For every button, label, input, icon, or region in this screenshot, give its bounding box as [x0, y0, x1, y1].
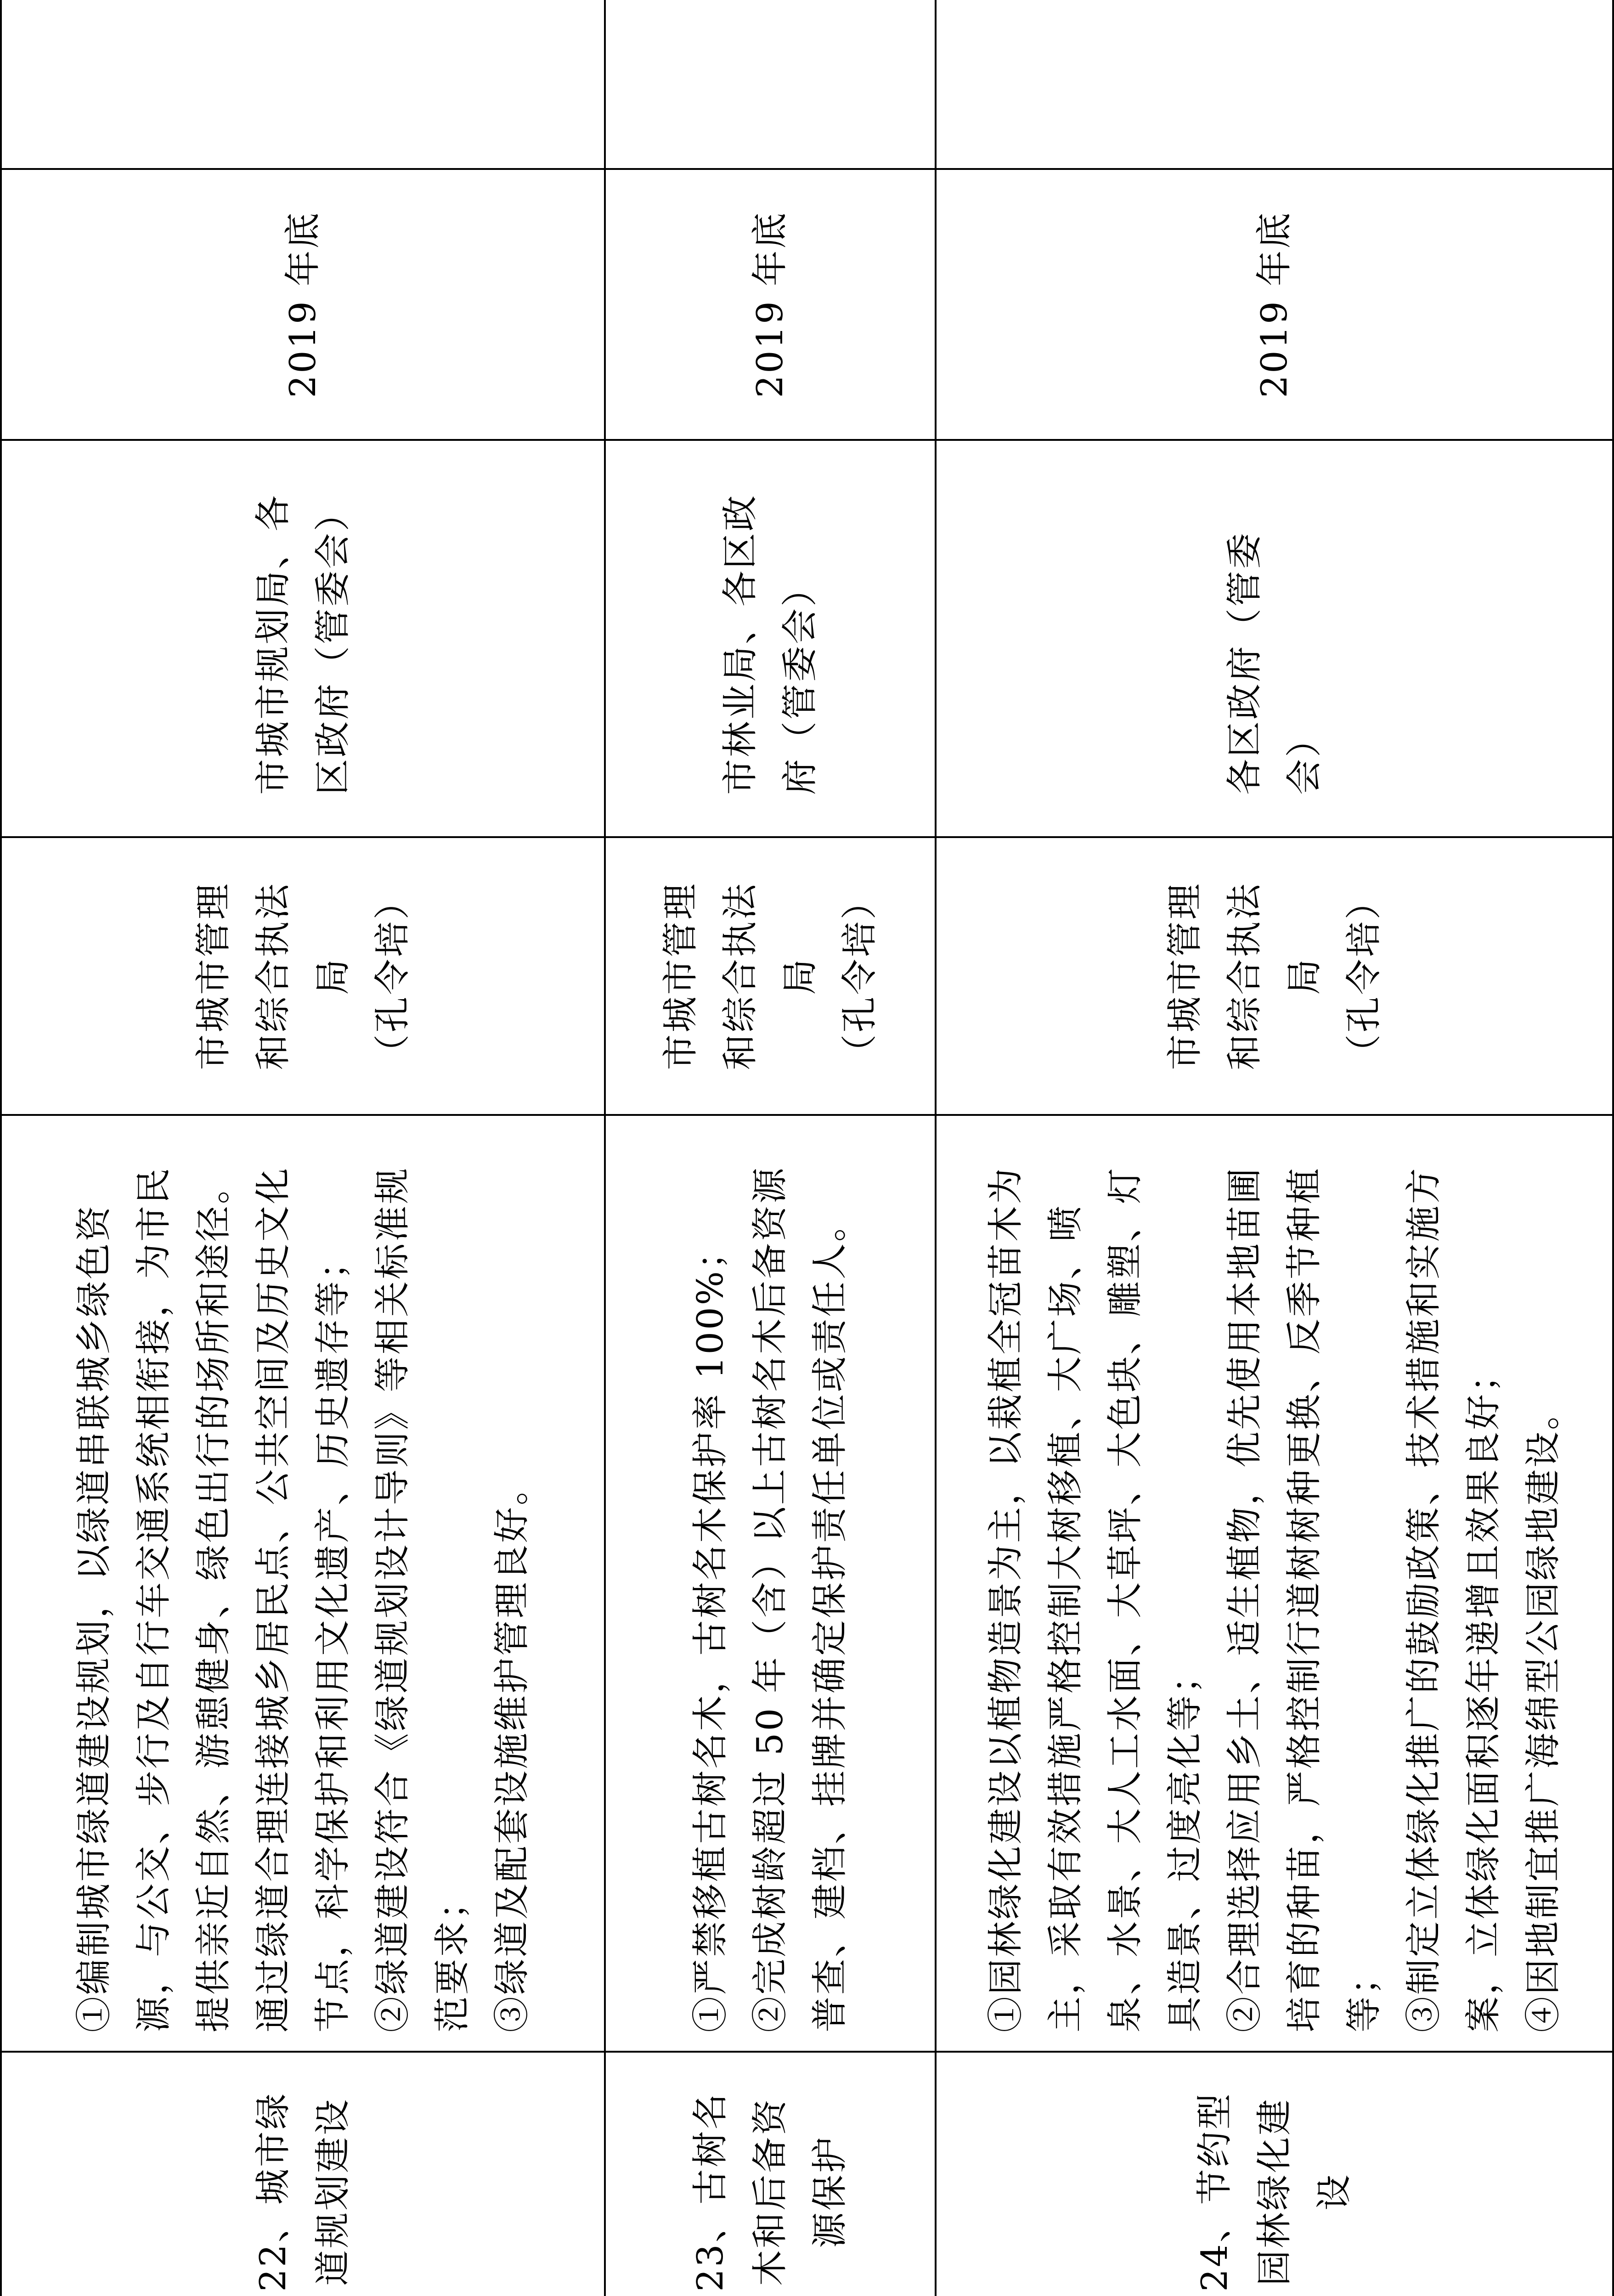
remarks-cell: [605, 0, 936, 169]
lead-person: （孔令培）: [372, 882, 413, 1070]
responsible-cell: [936, 440, 1613, 837]
lead-unit-cell: [605, 837, 936, 1115]
deadline-cell: [936, 169, 1613, 440]
item-name: 23、古树名木和后备资源保护: [690, 2092, 851, 2292]
remarks-cell: [936, 0, 1613, 169]
task-line: ②合理选择应用乡土、适生植物，优先使用本地苗圃培育的种苗，严格控制行道树树种更换、反季节种植等；: [1224, 1166, 1385, 2032]
responsible-units: 各区政府（管委会）: [1224, 531, 1325, 795]
deadline-cell: [1, 169, 605, 440]
task-line: ③绿道及配套设施维护管理良好。: [491, 1467, 533, 2032]
lead-unit-cell: [1, 837, 605, 1115]
task-line: ②完成树龄超过 50 年（含）以上古树名木后备资源普查、建档、挂牌并确定保护责任单位或责任人。: [750, 1166, 851, 2032]
task-cell: [936, 1115, 1613, 2052]
item-name: 24、节约型园林绿化建设: [1194, 2092, 1355, 2292]
deadline-cell: [605, 169, 936, 440]
task-line: ①严禁移植古树名木，古树名木保护率 100%；: [690, 1232, 731, 2032]
remarks-cell: [1, 0, 605, 169]
task-line: ①编制城市绿道建设规划，以绿道串联城乡绿色资源，与公交、步行及自行车交通系统相衔接，为市民提供亲近自然、游憩健身、绿色出行的场所和途径。通过绿道合理连接城乡居民点、公共空间及历史文化节点，科学保护和利用文化遗产、历史遗存等；: [73, 1166, 354, 2032]
task-line: ①园林绿化建设以植物造景为主，以栽植全冠苗木为主，采取有效措施严格控制大树移植、大广场、喷泉、水景、大人工水面、大草坪、大色块、雕塑、灯具造景、过度亮化等；: [985, 1166, 1206, 2032]
responsible-cell: [605, 440, 936, 837]
deadline: 2019 年底: [750, 211, 791, 398]
responsible-cell: [1, 440, 605, 837]
lead-person: （孔令培）: [839, 882, 880, 1070]
table-row: [936, 0, 1613, 2296]
task-cell: [605, 1115, 936, 2052]
deadline: 2019 年底: [282, 211, 324, 398]
item-name: 22、城市绿道规划建设: [252, 2092, 354, 2292]
table-row: [1, 0, 605, 2296]
lead-unit-cell: [936, 837, 1613, 1115]
item-cell: [605, 2052, 936, 2296]
task-line: ④因地制宜推广海绵型公园绿地建设。: [1522, 1392, 1564, 2032]
item-cell: [1, 2052, 605, 2296]
lead-unit: 市城市管理和综合执法局: [1164, 882, 1325, 1070]
item-cell: [936, 2052, 1613, 2296]
responsible-units: 市城市规划局、各区政府（管委会）: [252, 493, 354, 795]
lead-unit: 市城市管理和综合执法局: [192, 882, 354, 1070]
task-line: ③制定立体绿化推广的鼓励政策、技术措施和实施方案，立体绿化面积逐年递增且效果良好；: [1403, 1166, 1504, 2032]
task-line: ②绿道建设符合《绿道规划设计导则》等相关标准规范要求；: [372, 1166, 473, 2032]
deadline: 2019 年底: [1253, 211, 1295, 398]
lead-person: （孔令培）: [1343, 882, 1385, 1070]
responsible-units: 市林业局、各区政府（管委会）: [720, 493, 821, 795]
table-row: [605, 0, 936, 2296]
lead-unit: 市城市管理和综合执法局: [660, 882, 821, 1070]
task-cell: [1, 1115, 605, 2052]
